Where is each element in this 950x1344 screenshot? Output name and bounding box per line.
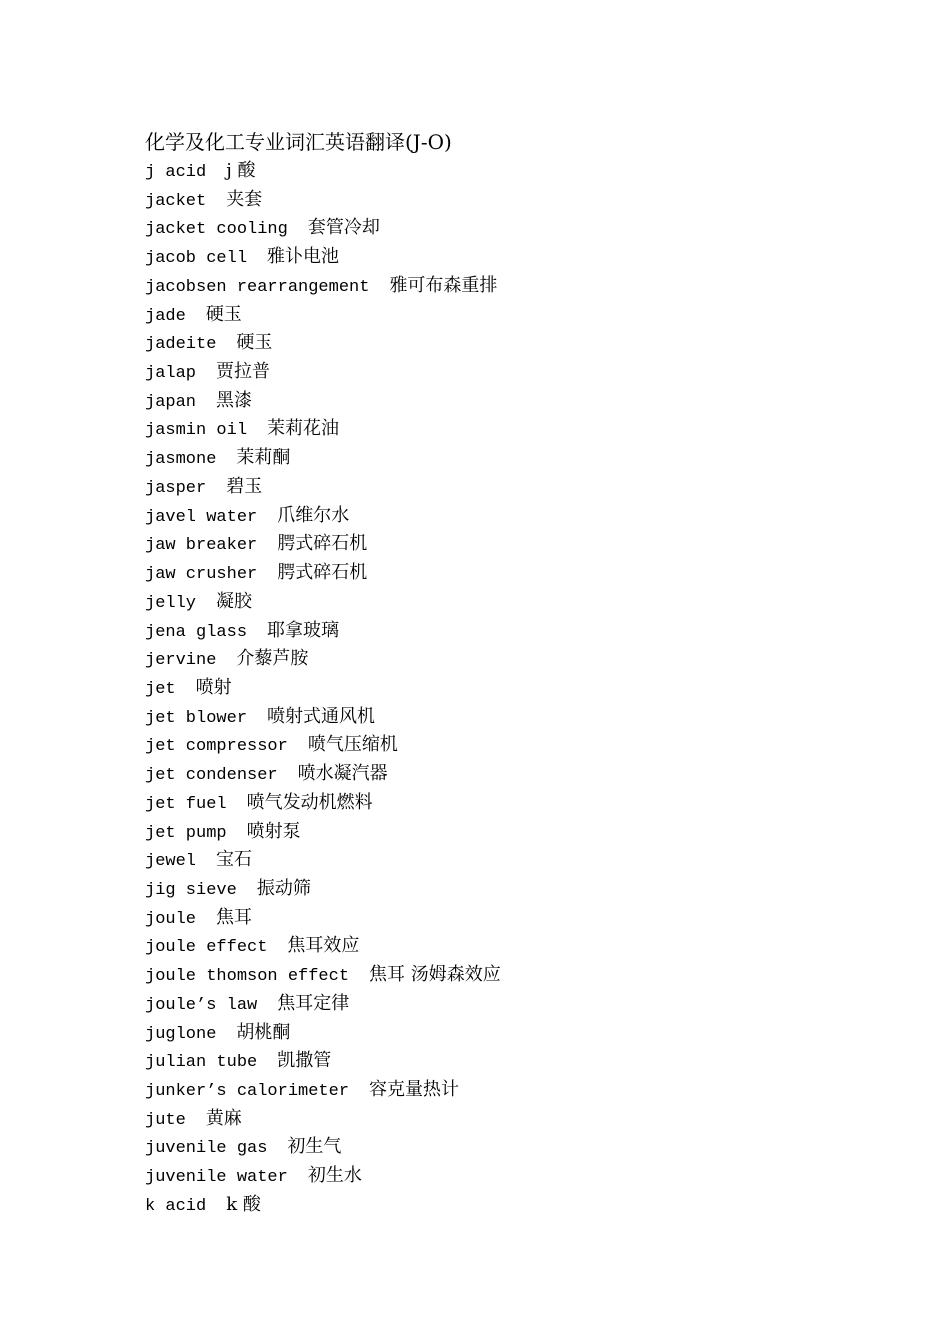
entry-english-term: joule	[145, 909, 197, 929]
glossary-entry	[145, 789, 905, 818]
glossary-entry	[145, 731, 905, 760]
entry-english-term: joule’s law	[145, 995, 258, 1015]
entry-english-term: juvenile gas	[145, 1139, 268, 1159]
entry-chinese-translation: 黄麻	[205, 1107, 242, 1129]
entry-chinese-translation: 喷水凝汽器	[297, 763, 388, 785]
entry-english-term: jasmone	[145, 450, 217, 470]
glossary-entry	[145, 186, 905, 215]
entry-english-term: juglone	[145, 1024, 217, 1044]
glossary-entry	[145, 1133, 905, 1162]
entry-chinese-translation: 硬玉	[236, 332, 273, 354]
entry-chinese-translation: 爪维尔水	[277, 504, 350, 526]
entry-chinese-translation: 套管冷却	[307, 217, 380, 239]
entry-chinese-translation: 介藜芦胺	[236, 648, 309, 670]
glossary-entry	[145, 1047, 905, 1076]
glossary-entry	[145, 932, 905, 961]
entry-english-term: juvenile water	[145, 1168, 288, 1188]
entry-chinese-translation: 振动筛	[256, 877, 311, 899]
entry-english-term: jute	[145, 1110, 186, 1130]
entry-chinese-translation: 雅可布森重排	[389, 274, 498, 296]
glossary-entry	[145, 559, 905, 588]
entry-english-term: jig sieve	[145, 880, 237, 900]
entry-chinese-translation: 容克量热计	[369, 1079, 460, 1100]
glossary-entry	[145, 617, 905, 646]
entry-chinese-translation: 碧玉	[226, 475, 263, 497]
entry-chinese-translation: 焦耳定律	[277, 992, 350, 1014]
entry-chinese-translation: 茉莉酮	[236, 447, 291, 469]
entry-english-term: japan	[145, 392, 197, 412]
entry-chinese-translation: j 酸	[226, 160, 256, 181]
entry-english-term: jade	[145, 306, 186, 326]
document-title: 化学及化工专业词汇英语翻译(J-O)	[145, 130, 452, 154]
entry-chinese-translation: k 酸	[226, 1193, 261, 1215]
entry-chinese-translation: 焦耳	[216, 906, 253, 928]
entry-english-term: julian tube	[145, 1053, 258, 1073]
entry-chinese-translation: 焦耳 汤姆森效应	[369, 964, 501, 986]
entry-chinese-translation: 初生水	[307, 1165, 362, 1187]
glossary-entry	[145, 214, 905, 243]
entry-english-term: jet fuel	[145, 794, 227, 814]
entry-english-term: jelly	[145, 593, 197, 613]
entry-chinese-translation: 夹套	[226, 188, 263, 210]
glossary-entry	[145, 846, 905, 875]
entry-english-term: k acid	[145, 1196, 207, 1216]
glossary-entry	[145, 904, 905, 933]
entry-chinese-translation: 喷气压缩机	[307, 734, 398, 756]
entry-english-term: jervine	[145, 651, 217, 671]
entry-chinese-translation: 焦耳效应	[287, 935, 360, 957]
entry-chinese-translation: 宝石	[216, 849, 253, 871]
entry-chinese-translation: 黑漆	[216, 389, 253, 411]
glossary-entry	[145, 674, 905, 703]
entry-chinese-translation: 胡桃酮	[236, 1021, 291, 1043]
entry-english-term: joule thomson effect	[145, 967, 350, 987]
entry-english-term: jet pump	[145, 823, 227, 843]
entry-english-term: jasper	[145, 478, 207, 498]
glossary-entry	[145, 358, 905, 387]
entry-english-term: javel water	[145, 507, 258, 527]
entry-english-term: jena glass	[145, 622, 248, 642]
entry-chinese-translation: 喷气发动机燃料	[246, 791, 373, 813]
glossary-entry	[145, 760, 905, 789]
entry-english-term: jaw crusher	[145, 565, 258, 585]
glossary-entry	[145, 329, 905, 358]
glossary-entry	[145, 530, 905, 559]
glossary-entry	[145, 645, 905, 674]
entry-english-term: jet condenser	[145, 766, 278, 786]
glossary-list	[145, 157, 905, 1220]
glossary-entry	[145, 473, 905, 502]
glossary-entry	[145, 990, 905, 1019]
glossary-entry	[145, 415, 905, 444]
entry-english-term: jaw breaker	[145, 536, 258, 556]
entry-chinese-translation: 腭式碎石机	[277, 562, 368, 584]
entry-chinese-translation: 初生气	[287, 1136, 342, 1158]
glossary-entry	[145, 818, 905, 847]
entry-english-term: junker’s calorimeter	[145, 1082, 350, 1101]
glossary-entry	[145, 1105, 905, 1134]
glossary-entry	[145, 1076, 905, 1105]
entry-chinese-translation: 腭式碎石机	[277, 533, 368, 555]
entry-english-term: jacobsen rearrangement	[145, 277, 370, 297]
glossary-entry	[145, 157, 905, 186]
entry-chinese-translation: 耶拿玻璃	[267, 619, 340, 641]
glossary-entry	[145, 387, 905, 416]
entry-chinese-translation: 凝胶	[216, 590, 253, 612]
glossary-entry	[145, 272, 905, 301]
entry-chinese-translation: 凯撒管	[277, 1050, 332, 1072]
glossary-entry	[145, 588, 905, 617]
entry-english-term: jewel	[145, 852, 197, 872]
entry-chinese-translation: 贾拉普	[216, 361, 271, 383]
glossary-entry	[145, 1019, 905, 1048]
entry-chinese-translation: 雅讣电池	[267, 246, 340, 268]
entry-chinese-translation: 喷射泵	[246, 820, 301, 842]
entry-english-term: jacket	[145, 191, 207, 211]
entry-chinese-translation: 喷射	[195, 676, 232, 698]
glossary-entry	[145, 243, 905, 272]
entry-english-term: joule effect	[145, 938, 268, 958]
entry-english-term: jet	[145, 679, 176, 699]
entry-english-term: jacob cell	[145, 249, 248, 269]
glossary-entry	[145, 875, 905, 904]
entry-english-term: jadeite	[145, 335, 217, 355]
glossary-entry	[145, 1191, 905, 1220]
glossary-entry	[145, 703, 905, 732]
entry-english-term: j acid	[145, 163, 207, 182]
entry-english-term: jacket cooling	[145, 220, 288, 240]
glossary-entry	[145, 301, 905, 330]
glossary-entry	[145, 1162, 905, 1191]
entry-chinese-translation: 喷射式通风机	[267, 705, 376, 727]
glossary-entry	[145, 502, 905, 531]
glossary-entry	[145, 961, 905, 990]
entry-english-term: jalap	[145, 364, 197, 384]
entry-english-term: jet compressor	[145, 737, 288, 757]
glossary-entry	[145, 444, 905, 473]
entry-chinese-translation: 硬玉	[205, 303, 242, 325]
entry-english-term: jasmin oil	[145, 421, 248, 441]
entry-english-term: jet blower	[145, 708, 248, 728]
entry-chinese-translation: 茉莉花油	[267, 418, 340, 440]
